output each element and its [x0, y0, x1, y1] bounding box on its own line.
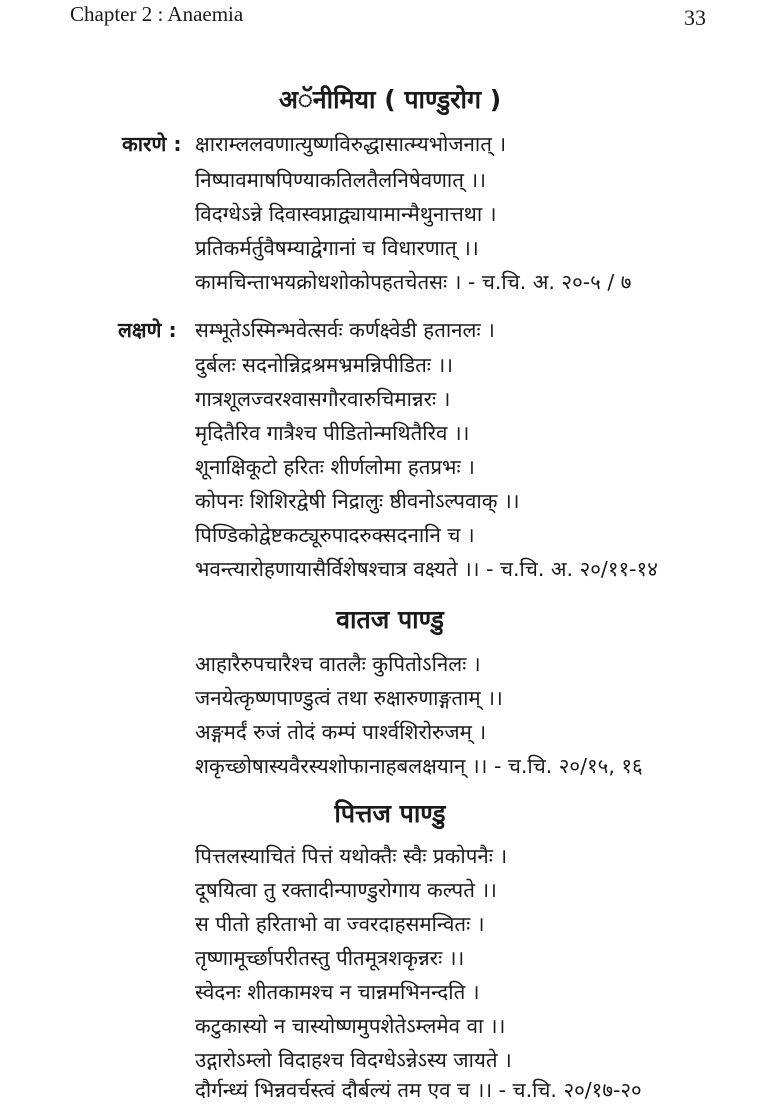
verse-line: जनयेत्कृष्णपाण्डुत्वं तथा रुक्षारुणाङ्गताम् ।। — [195, 686, 503, 710]
verse-line: कोपनः शिशिरद्वेषी निद्रालुः ष्ठीवनोऽल्पवाक् ।। — [195, 489, 520, 513]
symptoms-label: लक्षणे : — [118, 318, 177, 342]
verse-line: निष्पावमाषपिण्याकतिलतैलनिषेवणात् ।। — [195, 168, 486, 192]
verse-line: भवन्त्यारोहणायासैर्विशेषश्चात्र वक्ष्यते ।। - च.चि. अ. २०/११-१४ — [195, 557, 658, 581]
pittaja-heading: पित्तज पाण्डु — [334, 799, 446, 828]
verse-line: प्रतिकर्मर्तुवैषम्याद्वेगानां च विधारणात् ।। — [195, 236, 479, 260]
verse-line: क्षाराम्ललवणात्युष्णविरुद्धासात्म्यभोजनात् । — [195, 132, 507, 156]
verse-line: विदग्धेऽन्ने दिवास्वप्नाद्व्यायामान्मैथुनात्तथा । — [195, 202, 497, 226]
verse-line: सम्भूतेऽस्मिन्भवेत्सर्वः कर्णक्ष्वेडी हतानलः । — [195, 318, 495, 342]
verse-line: अङ्गमर्दं रुजं तोदं कम्पं पार्श्वशिरोरुजम् । — [195, 720, 487, 744]
verse-line: आहारैरुपचारैश्च वातलैः कुपितोऽनिलः । — [195, 652, 481, 676]
verse-line: गात्रशूलज्वरश्वासगौरवारुचिमान्नरः । — [195, 387, 451, 411]
verse-line: शूनाक्षिकूटो हरितः शीर्णलोमा हतप्रभः । — [195, 455, 475, 479]
verse-line: पिण्डिकोद्वेष्टकट्यूरुपादरुक्सदनानि च । — [195, 523, 475, 547]
verse-line: उद्गारोऽम्लो विदाहश्च विदग्धेऽन्नेऽस्य जायते । — [195, 1048, 512, 1072]
verse-line: तृष्णामूर्च्छापरीतस्तु पीतमूत्रशकृन्नरः ।। — [195, 946, 465, 970]
causes-label: कारणे : — [122, 132, 182, 156]
verse-line: स्वेदनः शीतकामश्च न चान्नमभिनन्दति । — [195, 980, 480, 1004]
verse-line: दुर्बलः सदनोन्निद्रश्रमभ्रमन्निपीडितः ।। — [195, 353, 454, 377]
verse-line: शकृच्छोषास्यवैरस्यशोफानाहबलक्षयान् ।। - च.चि. २०/१५, १६ — [195, 754, 643, 778]
verse-line: मृदितैरिव गात्रैश्च पीडितोन्मथितैरिव ।। — [195, 421, 470, 445]
verse-line: कटुकास्यो न चास्योष्णमुपशेतेऽम्लमेव वा ।। — [195, 1014, 506, 1038]
verse-line: पित्तलस्याचितं पित्तं यथोक्तैः स्वैः प्रकोपनैः । — [195, 844, 508, 868]
main-heading: अॅनीमिया ( पाण्डुरोग ) — [278, 85, 502, 114]
verse-line: दूषयित्वा तु रक्तादीन्पाण्डुरोगाय कल्पते ।। — [195, 878, 497, 902]
chapter-title: Chapter 2 : Anaemia — [70, 2, 244, 26]
vataja-heading: वातज पाण्डु — [336, 605, 444, 634]
verse-line: कामचिन्ताभयक्रोधशोकोपहतचेतसः । - च.चि. अ. २०-५ / ७ — [195, 270, 632, 294]
verse-line: दौर्गन्ध्यं भिन्नवर्चस्त्वं दौर्बल्यं तम एव च ।। - च.चि. २०/१७-२० — [195, 1078, 642, 1102]
page-number: 33 — [684, 5, 706, 30]
verse-line: स पीतो हरिताभो वा ज्वरदाहसमन्वितः । — [195, 912, 485, 936]
